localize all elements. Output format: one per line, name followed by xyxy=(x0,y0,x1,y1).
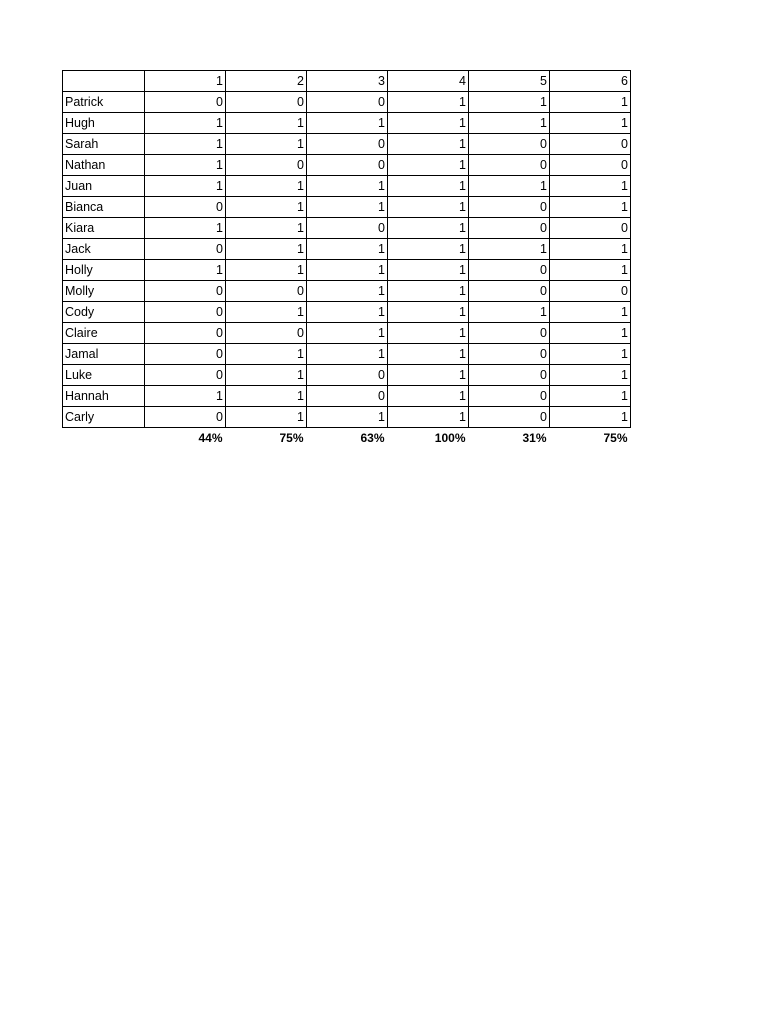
score-cell[interactable]: 1 xyxy=(550,113,631,134)
total-cell[interactable]: 75% xyxy=(603,431,628,445)
score-cell[interactable]: 1 xyxy=(550,302,631,323)
score-cell[interactable]: 1 xyxy=(307,176,388,197)
student-name-cell[interactable]: Molly xyxy=(63,281,145,302)
score-cell[interactable]: 0 xyxy=(145,281,226,302)
score-cell[interactable]: 0 xyxy=(145,197,226,218)
footer-section xyxy=(63,428,631,449)
header-corner-cell[interactable] xyxy=(63,71,145,92)
score-cell[interactable]: 1 xyxy=(550,344,631,365)
score-cell[interactable]: 1 xyxy=(226,344,307,365)
score-cell[interactable]: 1 xyxy=(388,281,469,302)
score-cell[interactable]: 0 xyxy=(469,407,550,428)
student-name-cell[interactable]: Holly xyxy=(63,260,145,281)
score-cell[interactable]: 1 xyxy=(226,218,307,239)
score-cell[interactable]: 0 xyxy=(145,407,226,428)
score-cell[interactable]: 1 xyxy=(307,344,388,365)
score-cell[interactable]: 1 xyxy=(145,260,226,281)
table-row xyxy=(63,260,631,281)
table-row xyxy=(63,92,631,113)
score-cell[interactable]: 1 xyxy=(307,197,388,218)
column-header[interactable]: 3 xyxy=(307,71,388,92)
score-cell[interactable]: 0 xyxy=(307,365,388,386)
score-cell[interactable]: 1 xyxy=(226,134,307,155)
table-row xyxy=(63,155,631,176)
table-row xyxy=(63,323,631,344)
score-cell[interactable]: 0 xyxy=(307,155,388,176)
student-name-cell[interactable]: Luke xyxy=(63,365,145,386)
score-cell[interactable]: 0 xyxy=(550,281,631,302)
score-cell[interactable]: 1 xyxy=(307,260,388,281)
column-header[interactable]: 2 xyxy=(226,71,307,92)
table-body xyxy=(63,71,631,92)
score-cell[interactable]: 1 xyxy=(145,134,226,155)
score-cell[interactable]: 1 xyxy=(307,239,388,260)
total-cell[interactable]: 63% xyxy=(360,431,385,445)
student-name-cell[interactable]: Hannah xyxy=(63,386,145,407)
score-cell[interactable]: 1 xyxy=(145,176,226,197)
score-cell[interactable]: 1 xyxy=(550,365,631,386)
student-name-cell[interactable]: Kiara xyxy=(63,218,145,239)
score-cell[interactable]: 0 xyxy=(307,134,388,155)
table-row xyxy=(63,218,631,239)
student-name-cell[interactable]: Jamal xyxy=(63,344,145,365)
total-cell[interactable]: 31% xyxy=(522,431,547,445)
score-cell[interactable]: 0 xyxy=(550,134,631,155)
score-cell[interactable]: 0 xyxy=(145,365,226,386)
score-cell[interactable]: 1 xyxy=(226,176,307,197)
table-row xyxy=(63,197,631,218)
column-header[interactable]: 4 xyxy=(388,71,469,92)
score-cell[interactable]: 1 xyxy=(550,407,631,428)
score-cell[interactable]: 1 xyxy=(388,344,469,365)
table-row xyxy=(63,365,631,386)
score-cell[interactable]: 1 xyxy=(550,239,631,260)
score-cell[interactable]: 1 xyxy=(469,302,550,323)
score-cell[interactable]: 0 xyxy=(145,344,226,365)
total-cell[interactable]: 44% xyxy=(198,431,223,445)
student-name-cell[interactable]: Patrick xyxy=(63,92,145,113)
student-name-cell[interactable]: Cody xyxy=(63,302,145,323)
score-cell[interactable]: 1 xyxy=(388,302,469,323)
score-cell[interactable]: 0 xyxy=(469,344,550,365)
table-row xyxy=(63,302,631,323)
score-cell[interactable]: 0 xyxy=(550,155,631,176)
score-cell[interactable]: 0 xyxy=(469,323,550,344)
score-cell[interactable]: 0 xyxy=(469,281,550,302)
student-name-cell[interactable]: Jack xyxy=(63,239,145,260)
score-cell[interactable]: 1 xyxy=(388,386,469,407)
score-cell[interactable]: 1 xyxy=(388,113,469,134)
student-name-cell[interactable]: Carly xyxy=(63,407,145,428)
score-cell[interactable]: 0 xyxy=(469,155,550,176)
total-cell[interactable]: 75% xyxy=(279,431,304,445)
score-cell[interactable]: 0 xyxy=(469,386,550,407)
data-rows xyxy=(63,92,631,428)
score-cell[interactable]: 1 xyxy=(388,176,469,197)
score-cell[interactable]: 1 xyxy=(550,323,631,344)
score-cell[interactable]: 0 xyxy=(469,134,550,155)
table-row xyxy=(63,239,631,260)
score-cell[interactable]: 0 xyxy=(145,302,226,323)
score-cell[interactable]: 1 xyxy=(145,218,226,239)
score-cell[interactable]: 0 xyxy=(307,92,388,113)
score-cell[interactable]: 1 xyxy=(226,239,307,260)
student-name-cell[interactable]: Claire xyxy=(63,323,145,344)
score-cell[interactable]: 0 xyxy=(145,239,226,260)
score-cell[interactable]: 0 xyxy=(469,260,550,281)
score-cell[interactable]: 1 xyxy=(388,134,469,155)
score-cell[interactable]: 1 xyxy=(469,239,550,260)
score-cell[interactable]: 1 xyxy=(550,386,631,407)
score-cell[interactable]: 1 xyxy=(145,386,226,407)
student-name-cell[interactable]: Hugh xyxy=(63,113,145,134)
score-cell[interactable]: 1 xyxy=(226,113,307,134)
score-cell[interactable]: 1 xyxy=(388,260,469,281)
column-header[interactable]: 1 xyxy=(145,71,226,92)
score-cell[interactable]: 1 xyxy=(226,197,307,218)
score-cell[interactable]: 1 xyxy=(145,155,226,176)
score-cell[interactable]: 1 xyxy=(226,302,307,323)
score-cell[interactable]: 1 xyxy=(550,92,631,113)
score-cell[interactable]: 0 xyxy=(550,218,631,239)
score-cell[interactable]: 0 xyxy=(226,323,307,344)
student-name-cell[interactable]: Bianca xyxy=(63,197,145,218)
score-cell[interactable]: 1 xyxy=(388,155,469,176)
score-cell[interactable]: 1 xyxy=(388,239,469,260)
score-cell[interactable]: 1 xyxy=(307,323,388,344)
score-cell[interactable]: 1 xyxy=(550,197,631,218)
score-table xyxy=(62,70,631,448)
table-row xyxy=(63,134,631,155)
score-cell[interactable]: 1 xyxy=(307,302,388,323)
spreadsheet xyxy=(62,70,631,448)
score-cell[interactable]: 1 xyxy=(388,218,469,239)
table-row xyxy=(63,281,631,302)
score-cell[interactable]: 1 xyxy=(388,92,469,113)
score-cell[interactable]: 1 xyxy=(307,281,388,302)
totals-label-cell[interactable] xyxy=(63,428,145,449)
score-cell[interactable]: 1 xyxy=(226,260,307,281)
student-name-cell[interactable]: Sarah xyxy=(63,134,145,155)
score-cell[interactable]: 1 xyxy=(550,260,631,281)
score-cell[interactable]: 1 xyxy=(226,386,307,407)
table-row xyxy=(63,113,631,134)
score-cell[interactable]: 1 xyxy=(469,92,550,113)
score-cell[interactable]: 0 xyxy=(145,92,226,113)
score-cell[interactable]: 0 xyxy=(226,155,307,176)
column-header[interactable]: 5 xyxy=(469,71,550,92)
score-cell[interactable]: 0 xyxy=(145,323,226,344)
total-cell[interactable]: 100% xyxy=(434,431,466,445)
score-cell[interactable]: 1 xyxy=(388,365,469,386)
totals-row xyxy=(63,428,631,449)
score-cell[interactable]: 1 xyxy=(469,176,550,197)
score-cell[interactable]: 0 xyxy=(469,365,550,386)
table-row xyxy=(63,407,631,428)
score-cell[interactable]: 1 xyxy=(469,113,550,134)
table-row xyxy=(63,386,631,407)
score-cell[interactable]: 1 xyxy=(388,197,469,218)
score-cell[interactable]: 1 xyxy=(388,323,469,344)
score-cell[interactable]: 1 xyxy=(145,113,226,134)
score-cell[interactable]: 0 xyxy=(307,386,388,407)
column-header[interactable]: 6 xyxy=(550,71,631,92)
student-name-cell[interactable]: Juan xyxy=(63,176,145,197)
score-cell[interactable]: 0 xyxy=(226,281,307,302)
score-cell[interactable]: 1 xyxy=(388,407,469,428)
table-row xyxy=(63,176,631,197)
score-cell[interactable]: 1 xyxy=(226,365,307,386)
header-row xyxy=(63,71,631,92)
table-row xyxy=(63,344,631,365)
score-cell[interactable]: 0 xyxy=(226,92,307,113)
student-name-cell[interactable]: Nathan xyxy=(63,155,145,176)
score-cell[interactable]: 0 xyxy=(469,218,550,239)
score-cell[interactable]: 1 xyxy=(307,113,388,134)
score-cell[interactable]: 0 xyxy=(469,197,550,218)
score-cell[interactable]: 1 xyxy=(226,407,307,428)
score-cell[interactable]: 1 xyxy=(307,407,388,428)
score-cell[interactable]: 1 xyxy=(550,176,631,197)
score-cell[interactable]: 0 xyxy=(307,218,388,239)
